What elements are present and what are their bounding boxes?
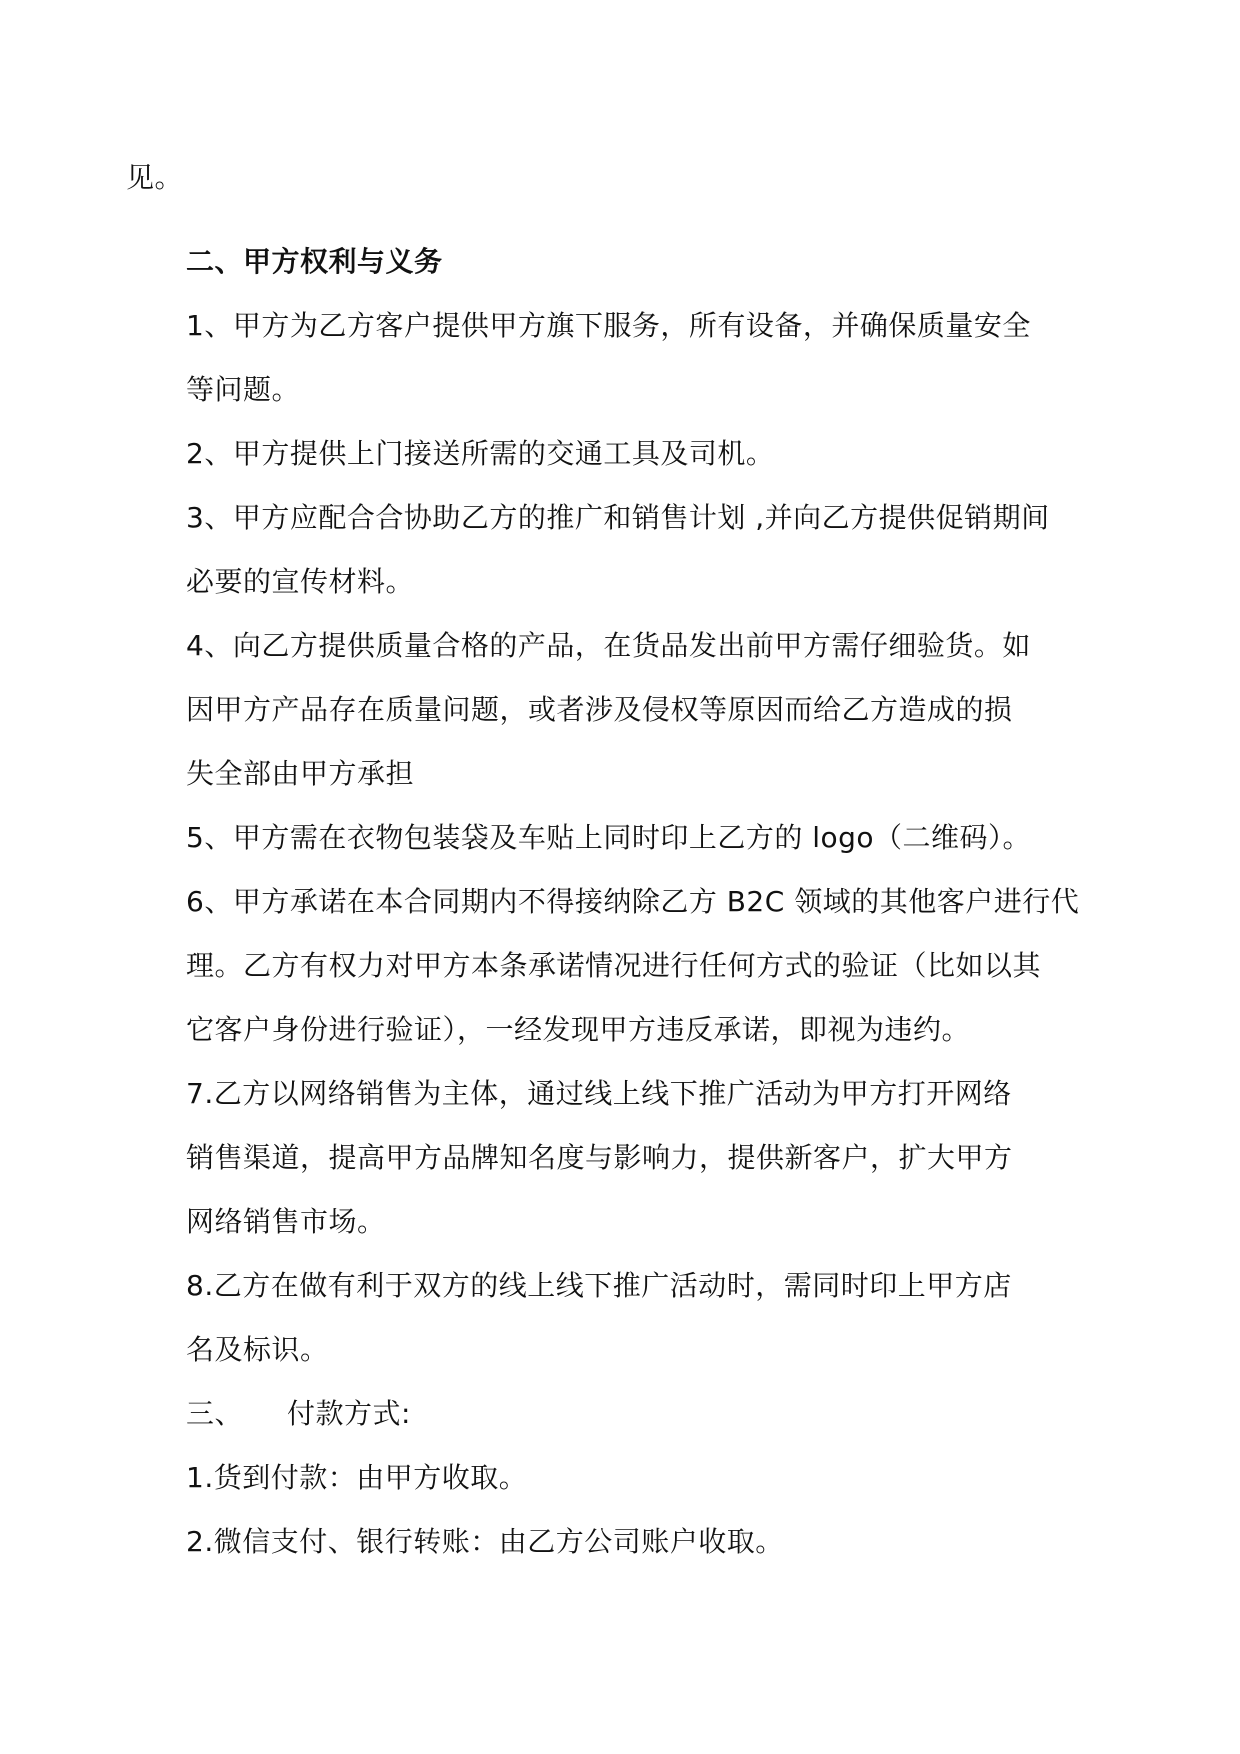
item-6-line-3: 它客户身份进行验证），一经发现甲方违反承诺，即视为违约。: [186, 1013, 971, 1046]
item-6-line-2: 理。乙方有权力对甲方本条承诺情况进行任何方式的验证（比如以其: [186, 949, 1042, 982]
section-3-heading: [186, 1394, 411, 1434]
section-3-title: 付款方式:: [287, 1397, 411, 1430]
payment-item-1: 1.货到付款：由甲方收取。: [186, 1461, 528, 1494]
item-2-line-1: 2、甲方提供上门接送所需的交通工具及司机。: [186, 437, 775, 470]
item-4-line-1: 4、向乙方提供质量合格的产品，在货品发出前甲方需仔细验货。如: [186, 629, 1031, 662]
section-3-number: 三、: [186, 1397, 244, 1430]
section-2-heading: 二、甲方权利与义务: [186, 245, 443, 278]
item-8-line-2: 名及标识。: [186, 1333, 329, 1366]
item-7-line-3: 网络销售市场。: [186, 1205, 386, 1238]
item-3-line-1: 3、甲方应配合合协助乙方的推广和销售计划 ,并向乙方提供促销期间: [186, 501, 1050, 534]
item-4-line-2: 因甲方产品存在质量问题，或者涉及侵权等原因而给乙方造成的损: [186, 693, 1013, 726]
item-4-line-3: 失全部由甲方承担: [186, 757, 415, 790]
item-6-line-1: 6、甲方承诺在本合同期内不得接纳除乙方 B2C 领域的其他客户进行代: [186, 885, 1080, 918]
item-5-line-1: 5、甲方需在衣物包装袋及车贴上同时印上乙方的 logo（二维码）。: [186, 821, 1032, 854]
item-7-line-1: 7.乙方以网络销售为主体，通过线上线下推广活动为甲方打开网络: [186, 1077, 1012, 1110]
item-1-line-2: 等问题。: [186, 373, 301, 406]
item-8-line-1: 8.乙方在做有利于双方的线上线下推广活动时，需同时印上甲方店: [186, 1269, 1012, 1302]
payment-item-2: 2.微信支付、银行转账：由乙方公司账户收取。: [186, 1525, 784, 1558]
carry-over-text: 见。: [126, 161, 184, 194]
item-3-line-2: 必要的宣传材料。: [186, 565, 415, 598]
item-7-line-2: 销售渠道，提高甲方品牌知名度与影响力，提供新客户，扩大甲方: [186, 1141, 1013, 1174]
item-1-line-1: 1、甲方为乙方客户提供甲方旗下服务，所有设备，并确保质量安全: [186, 309, 1031, 342]
